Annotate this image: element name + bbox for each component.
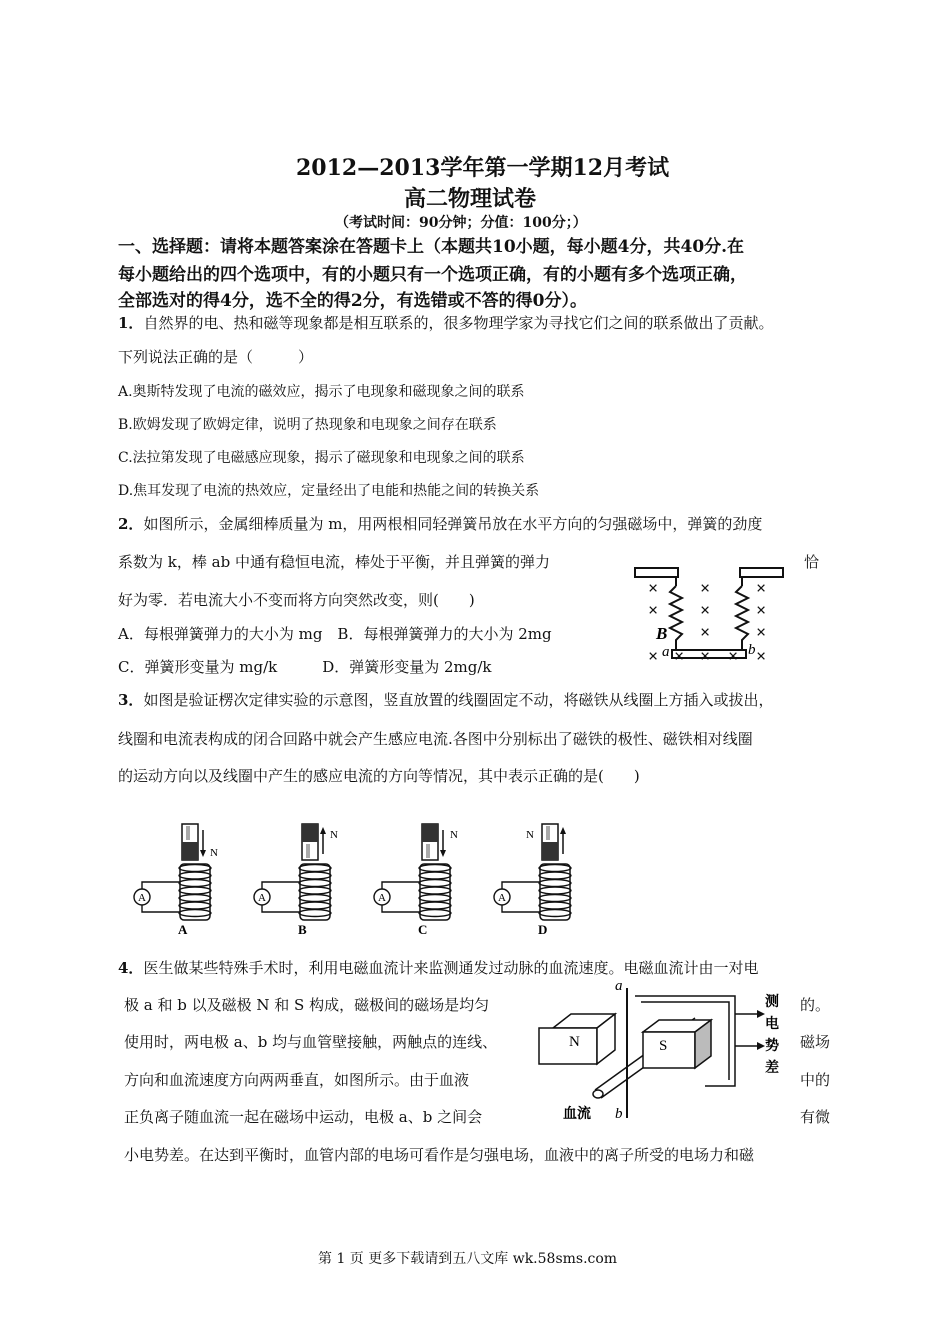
field-label-b: B [656, 624, 668, 643]
q2-spring-figure [630, 566, 780, 666]
left-support [635, 568, 678, 577]
magnet-pole-label: N [526, 829, 534, 841]
panel-label: B [298, 922, 307, 937]
svg-text:×: × [756, 646, 767, 666]
rod-end-a: a [662, 644, 670, 660]
svg-text:N: N [569, 1034, 580, 1050]
q4-line3-end: 磁场 [800, 1033, 831, 1051]
right-spring [736, 586, 748, 650]
measure-label-3: 势 [765, 1039, 779, 1054]
q4-line1 [118, 957, 758, 978]
left-spring [670, 586, 682, 650]
magnet-pole-label: N [330, 829, 338, 841]
section-instructions-line1: 一、选择题：请将本题答案涂在答题卡上（本题共10小题，每小题4分，共40分.在 [118, 237, 745, 257]
q1-option-c: C.法拉第发现了电磁感应现象，揭示了磁现象和电现象之间的联系 [118, 450, 525, 466]
svg-text:×: × [756, 578, 767, 598]
ammeter-label: A [498, 892, 506, 904]
electrode-a-label: a [615, 978, 623, 994]
q2-stem-text: 如图所示，金属细棒质量为 m，用两根相同轻弹簧吊放在水平方向的匀强磁场中，弹簧的劲度 [143, 515, 763, 533]
q4-line5-end: 有微 [800, 1108, 831, 1126]
q3-panel-c [368, 820, 480, 938]
measure-label-4: 差 [765, 1061, 779, 1076]
q2-stem-line1 [118, 513, 762, 534]
svg-text:×: × [700, 578, 711, 598]
ammeter-label: A [258, 892, 266, 904]
exam-info: （考试时间：90分钟；分值：100分；） [335, 215, 587, 231]
panel-label: D [538, 922, 548, 937]
q4-line2-end: 的。 [800, 996, 831, 1014]
q3-number: 3． [118, 691, 144, 709]
magnet-n [539, 1014, 615, 1064]
q3-figure-row [128, 820, 598, 938]
q1-stem-line1 [118, 312, 773, 333]
svg-text:×: × [756, 600, 767, 620]
q3-panel-b [248, 820, 360, 938]
q4-number: 4． [118, 959, 144, 977]
q1-option-d: D.焦耳发现了电流的热效应，定量经出了电能和热能之间的转换关系 [118, 483, 540, 499]
svg-text:×: × [648, 600, 659, 620]
q2-options-ab: A．每根弹簧弹力的大小为 mg B．每根弹簧弹力的大小为 2mg [118, 625, 552, 643]
section-instructions-line3: 全部选对的得4分，选不全的得2分，有选错或不答的得0分）。 [118, 291, 587, 311]
q3-stem-text: 如图是验证楞次定律实验的示意图，竖直放置的线圈固定不动，将磁铁从线圈上方插入或拔出， [143, 691, 774, 709]
svg-text:×: × [700, 646, 711, 666]
q4-line3: 使用时，两电极 a、b 均与血管壁接触，两触点的连线、 [124, 1033, 498, 1051]
panel-label: C [418, 922, 428, 937]
q2-options-cd: C．弹簧形变量为 mg/k D．弹簧形变量为 2mg/k [118, 658, 492, 676]
right-support [740, 568, 783, 577]
svg-text:×: × [700, 622, 711, 642]
svg-text:×: × [648, 646, 659, 666]
q2-stem-line2: 系数为 k，棒 ab 中通有稳恒电流，棒处于平衡，并且弹簧的弹力 [118, 553, 550, 571]
q1-stem-text: 自然界的电、热和磁等现象都是相互联系的，很多物理学家为寻找它们之间的联系做出了贡献。 [143, 314, 774, 332]
svg-text:×: × [728, 646, 739, 666]
q2-stem-line3: 好为零．若电流大小不变而将方向突然改变，则( ) [118, 591, 475, 609]
panel-label: A [178, 922, 188, 937]
exam-subtitle: 高二物理试卷 [404, 186, 537, 212]
q3-stem-line2: 线圈和电流表构成的闭合回路中就会产生感应电流.各图中分别标出了磁铁的极性、磁铁相对线圈 [118, 730, 753, 748]
q4-line4: 方向和血流速度方向两两垂直，如图所示。由于血液 [124, 1071, 470, 1089]
measure-label-2: 电 [765, 1017, 779, 1032]
ammeter-label: A [378, 892, 386, 904]
q2-stem-line2-end: 恰 [804, 553, 820, 571]
svg-text:×: × [756, 622, 767, 642]
flow-label: 血流 [563, 1107, 591, 1122]
q2-number: 2． [118, 515, 144, 533]
q3-stem-line1 [118, 689, 773, 710]
ammeter-label: A [138, 892, 146, 904]
section-instructions-line2: 每小题给出的四个选项中，有的小题只有一个选项正确，有的小题有多个选项正确， [118, 265, 747, 285]
measure-label-1: 测 [765, 995, 779, 1010]
q3-stem-line3: 的运动方向以及线圈中产生的感应电流的方向等情况，其中表示正确的是( ) [118, 767, 640, 785]
q1-stem-line2: 下列说法正确的是（ ） [118, 348, 314, 366]
q4-line4-end: 中的 [800, 1071, 831, 1089]
q1-option-a: A.奥斯特发现了电流的磁效应，揭示了电现象和磁现象之间的联系 [118, 384, 525, 400]
magnet-s [643, 1020, 711, 1068]
magnet-pole-label: N [210, 847, 218, 859]
q3-panel-d [488, 820, 600, 938]
rod-end-b: b [748, 642, 756, 658]
svg-text:S: S [659, 1038, 668, 1054]
svg-text:×: × [674, 646, 685, 666]
exam-title: 2012—2013学年第一学期12月考试 [296, 155, 670, 181]
page-footer: 第 1 页 更多下载请到五八文库 wk.58sms.com [318, 1251, 618, 1267]
magnet-pole-label: N [450, 829, 458, 841]
q4-line6: 小电势差。在达到平衡时，血管内部的电场可看作是匀强电场，血液中的离子所受的电场力和磁 [124, 1146, 755, 1164]
q4-line5: 正负离子随血流一起在磁场中运动，电极 a、b 之间会 [124, 1108, 483, 1126]
electrode-b-label: b [615, 1106, 623, 1122]
q3-panel-a [128, 820, 240, 938]
svg-text:×: × [648, 578, 659, 598]
q4-line2: 极 a 和 b 以及磁极 N 和 S 构成，磁极间的磁场是均匀 [124, 996, 490, 1014]
q4-line1-text: 医生做某些特殊手术时，利用电磁血流计来监测通发过动脉的血流速度。电磁血流计由一对电 [143, 959, 759, 977]
svg-text:×: × [700, 600, 711, 620]
q4-blood-flow-figure [535, 978, 795, 1128]
q1-number: 1． [118, 314, 144, 332]
q1-option-b: B.欧姆发现了欧姆定律，说明了热现象和电现象之间存在联系 [118, 417, 497, 433]
